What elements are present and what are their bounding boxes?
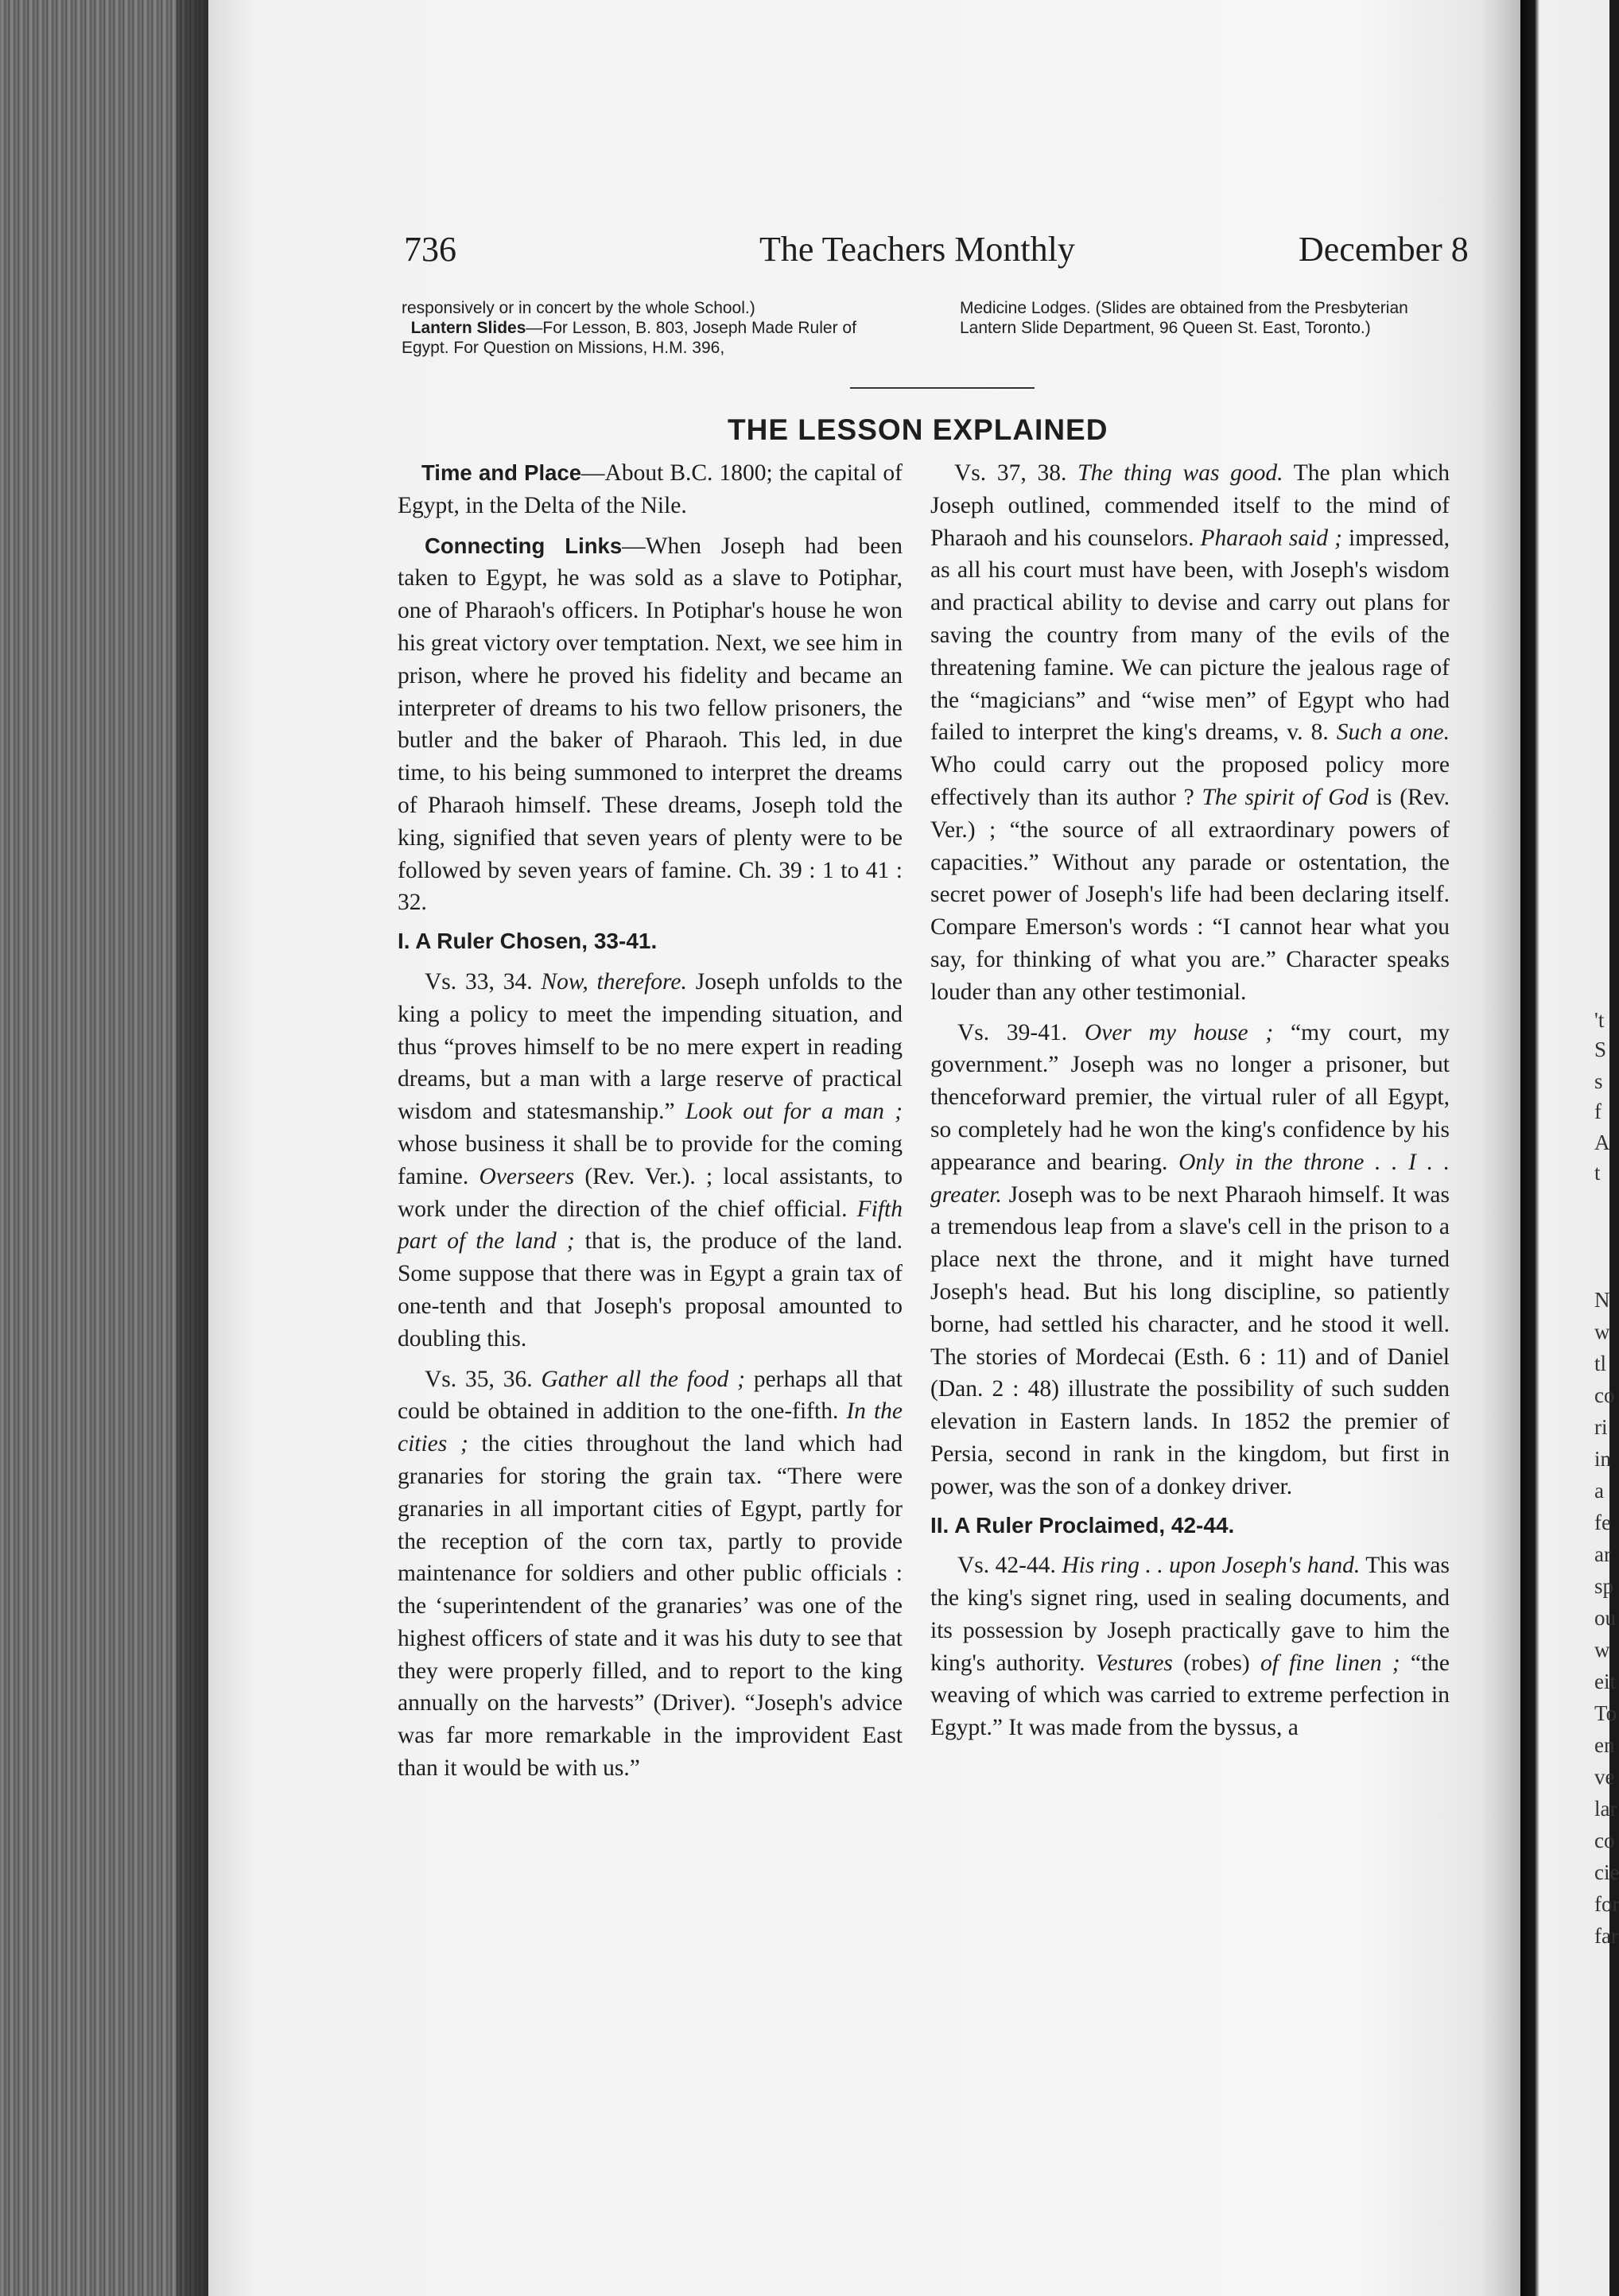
adjacent-fragment: eit bbox=[1594, 1670, 1616, 1693]
verse-quote: of fine linen ; bbox=[1260, 1650, 1400, 1676]
adjacent-fragment: for bbox=[1594, 1892, 1619, 1916]
adjacent-fragment: 't bbox=[1594, 1008, 1605, 1032]
verses-39-41 bbox=[930, 1017, 1450, 1503]
verse-text: is (Rev. Ver.) ; “the source of all extraordinary powers of capacities.” Without any parade or ostentation, the secret power of Joseph's life had been declaring itself. Compare Emerson's words : “I cannot hear what you say, for thinking of what you are.” Character speaks louder than any other testimonial. bbox=[930, 784, 1450, 1005]
verse-text: Joseph unfolds to the king a policy to meet the impending situation, and thus “proves himself to be no mere expert in reading dreams, but a man with a large reserve of practical wisdom and statesmanship.” bbox=[398, 968, 903, 1125]
verse-text: that is, the produce of the land. Some suppose that there was in Egypt a grain tax of one-tenth and that Joseph's proposal amounted to doubling this. bbox=[398, 1228, 903, 1352]
verse-quote: The thing was good. bbox=[1077, 460, 1283, 486]
section-title-ruler-proclaimed: II. A Ruler Proclaimed, 42-44. bbox=[930, 1512, 1235, 1538]
verse-text: perhaps all that could be obtained in addition to the one-fifth. bbox=[398, 1366, 903, 1425]
adjacent-fragment: f bbox=[1594, 1100, 1602, 1123]
verse-text: “the weaving of which was carried to extreme perfection in Egypt.” It was made from the byssus, a bbox=[930, 1650, 1450, 1741]
issue-date: December 8 bbox=[1299, 230, 1469, 269]
page-number: 736 bbox=[404, 230, 456, 269]
right-column bbox=[930, 457, 1450, 1744]
verse-quote: Fifth part of the land ; bbox=[398, 1196, 903, 1255]
verse-quote: Only in the throne . . I . . greater. bbox=[930, 1149, 1450, 1208]
adjacent-fragment: en bbox=[1594, 1733, 1615, 1757]
verse-ref: Vs. 42-44. bbox=[957, 1553, 1056, 1579]
verse-quote: Now, therefore. bbox=[541, 968, 687, 995]
adjacent-fragment: tl bbox=[1594, 1352, 1607, 1375]
left-column bbox=[398, 457, 903, 1785]
adjacent-fragment: in bbox=[1594, 1447, 1612, 1471]
adjacent-fragment: t bbox=[1594, 1161, 1601, 1185]
verse-text: This was the king's signet ring, used in sealing documents, and its possession by Joseph practically gave to him the king's authority. bbox=[930, 1553, 1450, 1676]
verses-37-38 bbox=[930, 457, 1450, 1009]
verse-quote: Vestures bbox=[1095, 1650, 1173, 1676]
adjacent-fragment: w bbox=[1594, 1320, 1610, 1344]
verses-35-36 bbox=[398, 1363, 903, 1785]
adjacent-fragment: S bbox=[1594, 1037, 1607, 1061]
adjacent-fragment: ri bbox=[1594, 1415, 1608, 1439]
verse-text: The plan which Joseph outlined, commended itself to the mind of Pharaoh and his counselors. bbox=[930, 460, 1450, 551]
book-spine bbox=[0, 0, 208, 2296]
adjacent-fragment: sp bbox=[1594, 1574, 1614, 1598]
adjacent-fragment: far bbox=[1594, 1924, 1618, 1948]
time-and-place-label: Time and Place bbox=[421, 460, 582, 485]
lesson-heading: THE LESSON EXPLAINED bbox=[728, 413, 1108, 446]
verse-text: the cities throughout the land which had granaries for storing the grain tax. “There were granaries in all important cities of Egypt, partly for the reception of the corn tax, partly to provide maintenance for soldiers and other public officials : the ‘superintendent of the granaries’ was one of the highest officers of state and it was his duty to see that they were properly filled, and to report to the king annually on the harvests” (Driver). “Joseph's advice was far more remarkable in the improvident East than it would be with us.” bbox=[398, 1431, 903, 1782]
verse-quote: His ring . . upon Joseph's hand. bbox=[1062, 1553, 1361, 1579]
verse-text: (Rev. Ver.). ; local assistants, to work under the direction of the chief official. bbox=[398, 1163, 903, 1222]
time-and-place bbox=[398, 457, 903, 522]
lantern-slides-text: —For Lesson, B. 803, Joseph Made Ruler of Egypt. For Question on Missions, H.M. 396, bbox=[402, 319, 856, 357]
verse-text: Who could carry out the proposed policy more effectively than its author ? bbox=[930, 752, 1450, 810]
verse-text: impressed, as all his court must have been, with Joseph's wisdom and practical ability to devise and carry out plans for saving the country from many of the evils of the threatening famine. We can picture the jealous rage of the “magicians” and “wise men” of Egypt who had failed to interpret the king's dreams, v. 8. bbox=[930, 525, 1450, 746]
adjacent-fragment: co bbox=[1594, 1829, 1615, 1852]
verse-ref: Vs. 35, 36. bbox=[425, 1366, 533, 1392]
adjacent-fragment: w bbox=[1594, 1638, 1610, 1662]
verse-ref: Vs. 37, 38. bbox=[954, 460, 1067, 486]
verse-quote: Pharaoh said ; bbox=[1200, 525, 1342, 551]
verse-quote: Overseers bbox=[479, 1163, 575, 1189]
note-left bbox=[402, 298, 903, 358]
connecting-links-text: —When Joseph had been taken to Egypt, he was sold as a slave to Potiphar, one of Pharaoh's officers. In Potiphar's house he won his great victory over temptation. Next, we see him in prison, where he proved his fidelity and became an interpreter of dreams to his two fellow prisoners, the butler and the baker of Pharaoh. This led, in due time, to his being summoned to interpret the dreams of Pharaoh himself. These dreams, Joseph told the king, signified that seven years of plenty were to be followed by seven years of famine. Ch. 39 : 1 to 41 : 32. bbox=[398, 533, 903, 916]
verse-text: whose business it shall be to provide for the coming famine. bbox=[398, 1131, 903, 1189]
verse-text: (robes) bbox=[1183, 1650, 1250, 1676]
verses-42-44 bbox=[930, 1549, 1450, 1744]
adjacent-fragment: lar bbox=[1594, 1797, 1617, 1821]
verse-quote: Look out for a man ; bbox=[685, 1099, 903, 1125]
adjacent-fragment: ve bbox=[1594, 1765, 1615, 1789]
verse-text: Joseph was to be next Pharaoh himself. It was a tremendous leap from a slave's cell in the prison to a place next the throne, and it might have turned Joseph's head. But his long discipline, so patiently borne, had settled his character, and he stood it well. The stories of Mordecai (Esth. 6 : 11) and of Daniel (Dan. 2 : 48) illustrate the possibility of such sudden elevation in Eastern lands. In 1852 the premier of Persia, second in rank in the kingdom, but first in power, was the son of a donkey driver. bbox=[930, 1181, 1450, 1499]
section-divider bbox=[850, 387, 1035, 389]
verse-quote: The spirit of God bbox=[1202, 784, 1369, 810]
time-and-place-text: —About B.C. 1800; the capital of Egypt, in the Delta of the Nile. bbox=[398, 460, 903, 518]
adjacent-fragment: a bbox=[1594, 1479, 1604, 1503]
adjacent-fragment: co bbox=[1594, 1383, 1615, 1407]
adjacent-fragment: N bbox=[1594, 1288, 1610, 1312]
verse-quote: Gather all the food ; bbox=[541, 1366, 745, 1392]
verse-quote: Such a one. bbox=[1336, 719, 1450, 746]
journal-title: The Teachers Monthly bbox=[759, 230, 1075, 269]
adjacent-fragment: To bbox=[1594, 1701, 1617, 1725]
verse-ref: Vs. 33, 34. bbox=[425, 968, 533, 995]
adjacent-fragment: A bbox=[1594, 1131, 1610, 1154]
verse-quote: In the cities ; bbox=[398, 1398, 903, 1457]
connecting-links bbox=[398, 530, 903, 920]
adjacent-fragment: ar bbox=[1594, 1542, 1611, 1566]
verse-quote: Over my house ; bbox=[1084, 1019, 1274, 1045]
adjacent-fragment: ou bbox=[1594, 1606, 1616, 1630]
note-line: responsively or in concert by the whole School.) bbox=[402, 299, 755, 317]
section-title-ruler-chosen: I. A Ruler Chosen, 33-41. bbox=[398, 929, 658, 954]
connecting-links-label: Connecting Links bbox=[425, 533, 623, 558]
adjacent-fragment: fe bbox=[1594, 1511, 1611, 1534]
verse-ref: Vs. 39-41. bbox=[957, 1019, 1068, 1045]
lantern-slides-label: Lantern Slides bbox=[410, 319, 526, 337]
note-right: Medicine Lodges. (Slides are obtained from the Presbyterian Lantern Slide Department, 96 Queen St. East, Toronto.) bbox=[960, 299, 1408, 337]
adjacent-fragment: s bbox=[1594, 1069, 1603, 1093]
verse-text: “my court, my government.” Joseph was no longer a prisoner, but thenceforward premier, the virtual ruler of all Egypt, so completely had he won the king's confidence by his appearance and bearing. bbox=[930, 1019, 1450, 1175]
adjacent-fragment: cie bbox=[1594, 1860, 1619, 1884]
verses-33-34 bbox=[398, 966, 903, 1355]
